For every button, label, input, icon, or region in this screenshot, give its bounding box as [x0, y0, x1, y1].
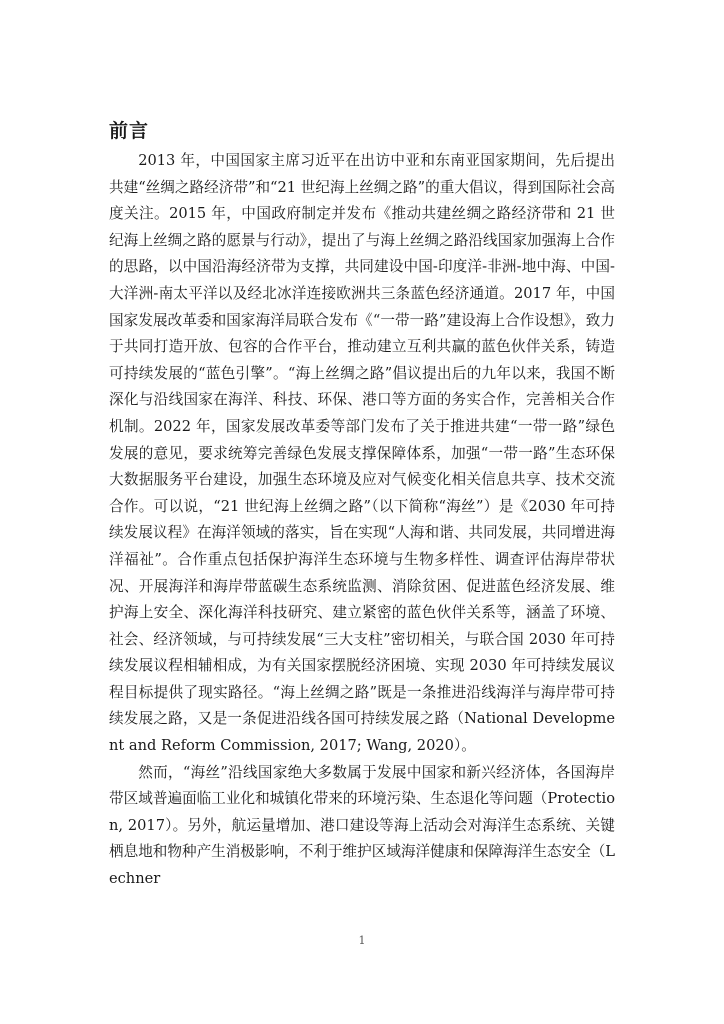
body-text	[109, 148, 615, 893]
section-heading: 前言	[109, 120, 150, 142]
paragraph-1: 2013 年，中国国家主席习近平在出访中亚和东南亚国家期间，先后提出共建“丝绸之路经济带”和“21 世纪海上丝绸之路”的重大倡议，得到国际社会高度关注。2015 年，中国政府制定并发布《推动共建丝绸之路经济带和 21 世纪海上丝绸之路的愿景与行动》，提出了与海上丝绸之路沿线国家加强海上合作的思路，以中国沿海经济带为支撑，共同建设中国-印度洋-非洲-地中海、中国-大洋洲-南太平洋以及经北冰洋连接欧洲共三条蓝色经济通道。2017 年，中国国家发展改革委和国家海洋局联合发布《“一带一路”建设海上合作设想》，致力于共同打造开放、包容的合作平台，推动建立互利共赢的蓝色伙伴关系，铸造可持续发展的“蓝色引擎”。“海上丝绸之路”倡议提出后的九年以来，我国不断深化与沿线国家在海洋、科技、环保、港口等方面的务实合作，完善相关合作机制。2022 年，国家发展改革委等部门发布了关于推进共建“一带一路”绿色发展的意见，要求统筹完善绿色发展支撑保障体系，加强“一带一路”生态环保大数据服务平台建设，加强生态环境及应对气候变化相关信息共享、技术交流合作。可以说，“21 世纪海上丝绸之路”（以下简称“海丝”）是《2030 年可持续发展议程》在海洋领域的落实，旨在实现“人海和谐、共同发展，共同增进海洋福祉”。合作重点包括保护海洋生态环境与生物多样性、调查评估海岸带状况、开展海洋和海岸带蓝碳生态系统监测、消除贫困、促进蓝色经济发展、维护海上安全、深化海洋科技研究、建立紧密的蓝色伙伴关系等，涵盖了环境、社会、经济领域，与可持续发展“三大支柱”密切相关，与联合国 2030 年可持续发展议程相辅相成，为有关国家摆脱经济困境、实现 2030 年可持续发展议程目标提供了现实路径。“海上丝绸之路”既是一条推进沿线海洋与海岸带可持续发展之路，又是一条促进沿线各国可持续发展之路（National Development and Reform Commission, 2017; Wang, 2020）。	[109, 152, 615, 755]
paragraph-2: 然而，“海丝”沿线国家绝大多数属于发展中国家和新兴经济体，各国海岸带区域普遍面临工业化和城镇化带来的环境污染、生态退化等问题（Protection, 2017）。另外，航运量增加、港口建设等海上活动会对海洋生态系统、关键栖息地和物种产生消极影响，不利于维护区域海洋健康和保障海洋生态安全（Lechner	[109, 763, 615, 888]
page-number: 1	[358, 934, 366, 947]
